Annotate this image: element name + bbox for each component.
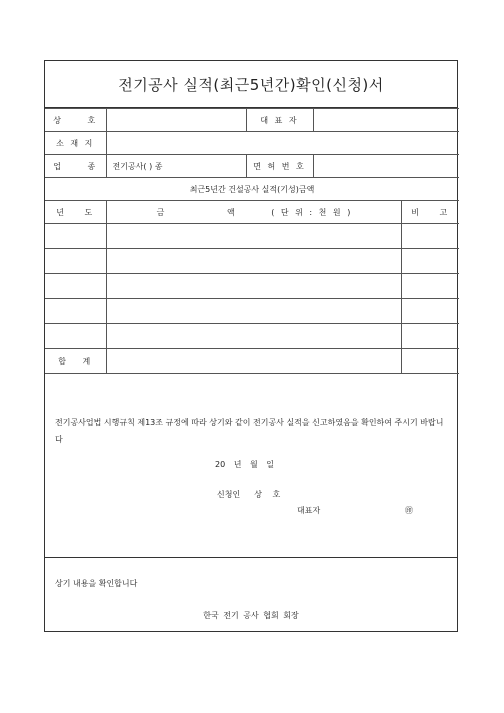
row-note[interactable] <box>401 224 459 249</box>
statement-text: 전기공사업법 시행규칙 제13조 규정에 따라 상기와 같이 전기공사 실적을 신고하였음을 확인하여 주시기 바랍니다 <box>55 418 444 444</box>
company-row <box>45 109 459 132</box>
col-note-header: 비 고 <box>401 201 459 224</box>
confirm-text: 상기 내용을 확인합니다 <box>55 579 138 588</box>
row-amount[interactable] <box>106 299 401 324</box>
col-year-header: 년 도 <box>45 201 106 224</box>
applicant-company-label: 상 호 <box>254 490 281 499</box>
table-row <box>45 324 459 349</box>
table-row <box>45 249 459 274</box>
license-value[interactable] <box>313 155 459 178</box>
total-label: 합 계 <box>45 349 106 374</box>
business-row <box>45 155 459 178</box>
representative-label: 대표자 <box>297 506 321 515</box>
total-note[interactable] <box>401 349 459 374</box>
row-note[interactable] <box>401 274 459 299</box>
company-value[interactable] <box>106 109 246 132</box>
table-row <box>45 274 459 299</box>
company-label: 상 호 <box>45 109 106 132</box>
row-year[interactable] <box>45 249 106 274</box>
table-row <box>45 224 459 249</box>
ceo-value[interactable] <box>313 109 459 132</box>
total-amount[interactable] <box>106 349 401 374</box>
info-table <box>45 108 459 374</box>
business-value[interactable]: 전기공사( ) 종 <box>106 155 246 178</box>
row-year[interactable] <box>45 299 106 324</box>
row-amount[interactable] <box>106 324 401 349</box>
col-unit-label: ( 단 위 : 천 원 ) <box>271 207 351 217</box>
license-label: 면 허 번 호 <box>246 155 313 178</box>
row-amount[interactable] <box>106 249 401 274</box>
total-row <box>45 349 459 374</box>
row-note[interactable] <box>401 324 459 349</box>
row-amount[interactable] <box>106 224 401 249</box>
section-title-row <box>45 178 459 201</box>
column-header-row <box>45 201 459 224</box>
row-amount[interactable] <box>106 274 401 299</box>
ceo-label: 대 표 자 <box>246 109 313 132</box>
association-signature: 한국 전기 공사 협회 회장 <box>203 611 299 620</box>
row-year[interactable] <box>45 324 106 349</box>
col-amount-label: 금 액 <box>156 207 235 217</box>
table-row <box>45 299 459 324</box>
row-note[interactable] <box>401 249 459 274</box>
col-amount-header <box>106 201 401 224</box>
applicant-line <box>217 489 280 500</box>
document-title: 전기공사 실적(최근5년간)확인(신청)서 <box>45 61 457 108</box>
row-note[interactable] <box>401 299 459 324</box>
section-title: 최근5년간 건설공사 실적(기성)금액 <box>45 178 459 201</box>
row-year[interactable] <box>45 224 106 249</box>
address-row <box>45 132 459 155</box>
seal-mark: ㊞ <box>405 506 413 515</box>
row-year[interactable] <box>45 274 106 299</box>
statement-date: 20 년 월 일 <box>215 460 274 469</box>
address-value[interactable] <box>106 132 459 155</box>
statement-section <box>45 401 457 558</box>
form-document <box>44 60 458 632</box>
business-label: 업 종 <box>45 155 106 178</box>
applicant-label: 신청인 <box>217 490 241 499</box>
address-label: 소 재 지 <box>45 132 106 155</box>
